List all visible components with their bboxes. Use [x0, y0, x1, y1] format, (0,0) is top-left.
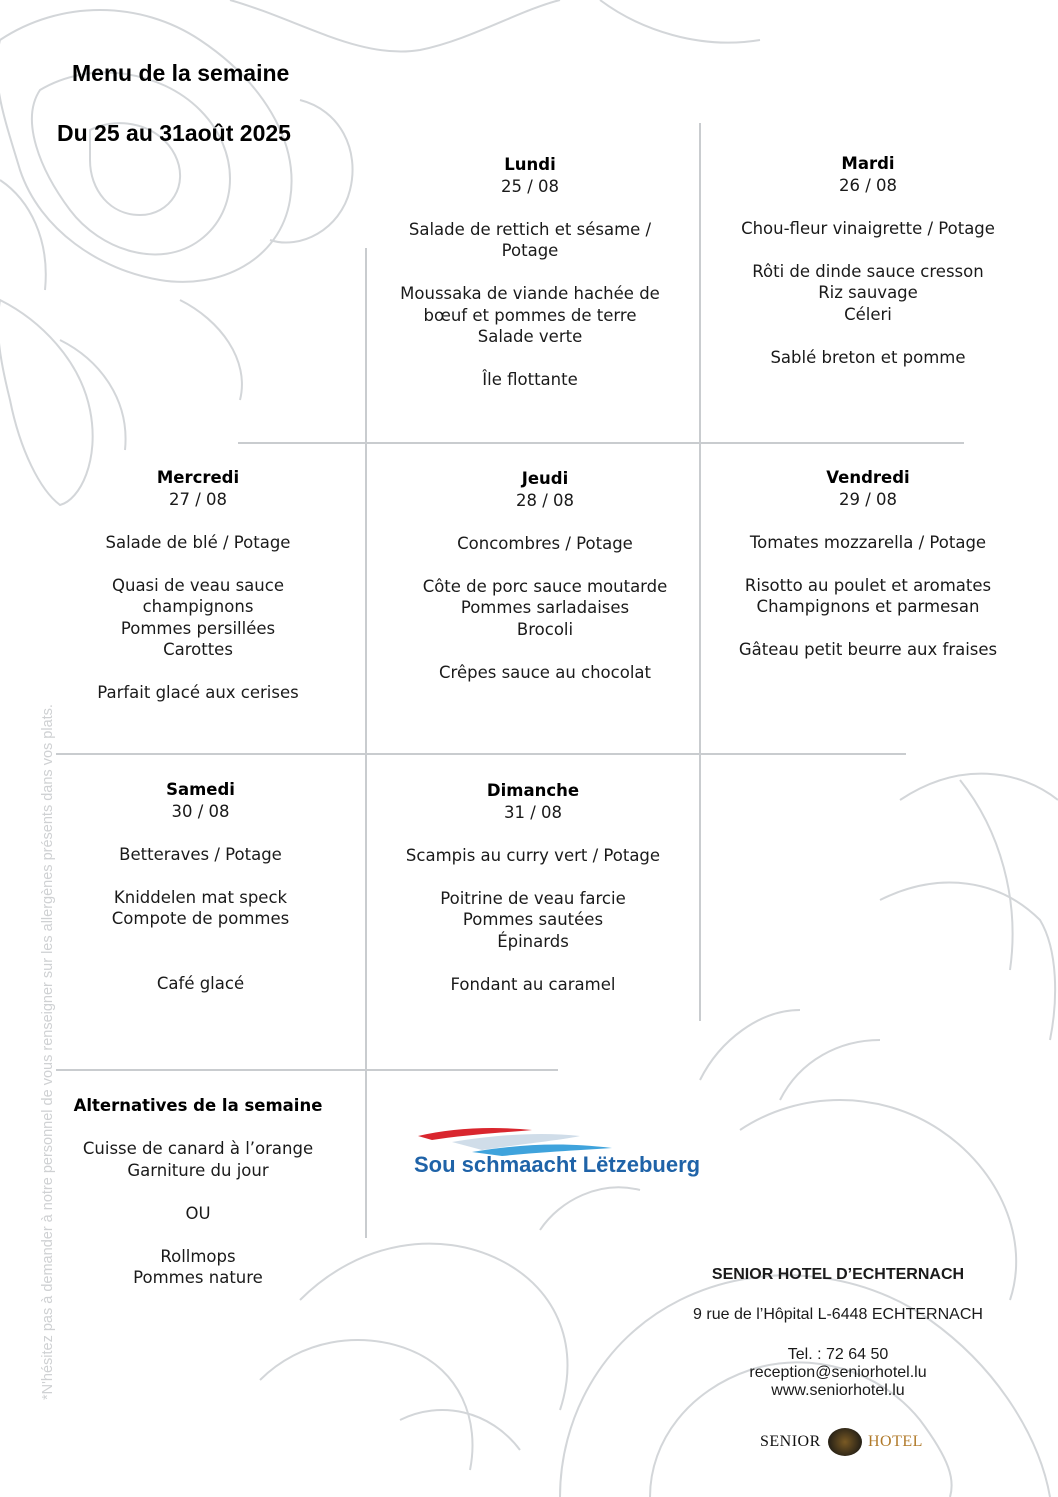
day-date: 27 / 08 [168, 489, 228, 509]
dish-line: Tomates mozzarella / Potage [749, 532, 987, 552]
day-date: 30 / 08 [171, 801, 230, 821]
hotel-address: 9 rue de l’Hôpital L-6448 ECHTERNACH [693, 1306, 983, 1323]
dish-line: bœuf et pommes de terre [423, 305, 637, 325]
day-card-lundi [380, 154, 680, 391]
dish-line: Crêpes sauce au chocolat [439, 662, 651, 682]
dish-line: Salade de rettich et sésame / [408, 219, 652, 239]
flag-swoosh-icon [412, 1122, 657, 1156]
day-date: 26 / 08 [838, 175, 898, 195]
dish-line: Potage [501, 241, 559, 260]
alternative-line: Pommes nature [133, 1268, 263, 1287]
dish-line: Scampis au curry vert / Potage [405, 845, 661, 865]
day-card-dimanche [383, 780, 683, 995]
dish-line: Riz sauvage [818, 283, 918, 302]
dish-line: Gâteau petit beurre aux fraises [738, 640, 998, 659]
day-name: Lundi [504, 155, 556, 174]
logo-brand-text: Sou schmaacht Lëtzebuerg [414, 1152, 701, 1177]
dish-line: Risotto au poulet et aromates [744, 575, 992, 595]
logo-word-senior: SENIOR [760, 1433, 821, 1450]
grid-line [238, 442, 964, 444]
dish-line: Parfait glacé aux cerises [97, 683, 299, 702]
emblem-icon [828, 1428, 862, 1456]
day-name: Jeudi [521, 469, 569, 488]
day-date: 25 / 08 [500, 176, 560, 196]
alternatives-title: Alternatives de la semaine [73, 1096, 323, 1115]
dish-line: Brocoli [516, 619, 574, 639]
alternative-line: OU [185, 1203, 211, 1223]
day-name: Mardi [841, 154, 895, 173]
dish-line: Kniddelen mat speck [113, 887, 288, 907]
dish-line: Rôti de dinde sauce cresson [752, 261, 984, 281]
dish-line: Pommes sautées [462, 910, 604, 929]
day-name: Mercredi [156, 468, 240, 487]
dish-line: Pommes sarladaises [460, 598, 630, 617]
dish-line: Pommes persillées [120, 618, 276, 638]
hotel-name: SENIOR HOTEL D’ECHTERNACH [711, 1266, 965, 1283]
alternative-line: Cuisse de canard à l’orange [82, 1139, 314, 1158]
hotel-phone: Tel. : 72 64 50 [787, 1346, 889, 1363]
day-name: Samedi [166, 780, 235, 799]
alternative-line: Garniture du jour [127, 1160, 269, 1180]
day-card-vendredi [718, 467, 1018, 661]
allergen-note: *N'hésitez pas à demander à notre personnel de vous renseigner sur les allergènes présents dans vos plats. [40, 704, 56, 1400]
hotel-website[interactable]: www.seniorhotel.lu [771, 1382, 905, 1399]
hotel-contact [668, 1266, 1008, 1400]
dish-line: Sablé breton et pomme [770, 347, 966, 367]
day-card-samedi [58, 779, 343, 994]
alternative-line: Rollmops [160, 1246, 236, 1266]
dish-line: Poitrine de veau farcie [440, 888, 626, 908]
dish-line: Fondant au caramel [450, 974, 616, 994]
sou-schmaacht-logo [412, 1122, 701, 1182]
grid-line [699, 123, 701, 1021]
day-date: 31 / 08 [503, 802, 563, 822]
dish-line: Quasi de veau sauce [112, 575, 284, 595]
page-title: Menu de la semaine [72, 60, 290, 86]
dish-line: Betteraves / Potage [119, 844, 282, 864]
grid-line [365, 248, 367, 1238]
grid-line [56, 1069, 558, 1071]
hotel-email[interactable]: reception@seniorhotel.lu [749, 1364, 927, 1381]
dish-line: Île flottante [482, 370, 578, 389]
dish-line: Concombres / Potage [457, 533, 633, 553]
week-range: Du 25 au 31août 2025 [57, 120, 291, 146]
dish-line: Moussaka de viande hachée de [400, 284, 660, 303]
dish-line: Salade verte [477, 327, 583, 346]
dish-line: Céleri [844, 304, 892, 324]
dish-line: Champignons et parmesan [756, 597, 980, 616]
day-date: 28 / 08 [515, 490, 575, 510]
dish-line: Compote de pommes [111, 909, 290, 928]
alternatives-section [58, 1095, 338, 1289]
dish-line: Chou-fleur vinaigrette / Potage [741, 218, 995, 238]
day-name: Vendredi [826, 468, 910, 487]
dish-line: Épinards [497, 931, 569, 951]
dish-line: Carottes [163, 640, 233, 659]
grid-line [56, 753, 906, 755]
day-card-mardi [718, 153, 1018, 368]
senior-hotel-logo [760, 1428, 930, 1458]
dish-line: Café glacé [156, 973, 245, 993]
day-date: 29 / 08 [838, 489, 898, 509]
dish-line: Côte de porc sauce moutarde [422, 576, 668, 596]
logo-word-hotel: HOTEL [868, 1433, 923, 1450]
day-card-jeudi [395, 468, 695, 683]
dish-line: champignons [142, 597, 254, 616]
dish-line: Salade de blé / Potage [105, 532, 291, 552]
day-card-mercredi [58, 467, 338, 704]
day-name: Dimanche [486, 781, 580, 800]
